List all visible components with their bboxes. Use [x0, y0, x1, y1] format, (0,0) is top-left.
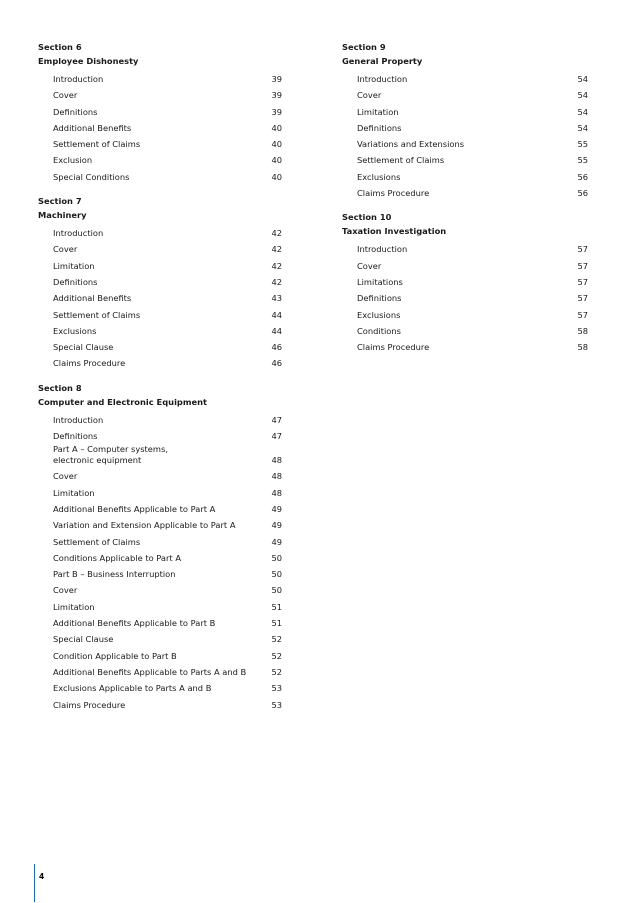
- toc-entry[interactable]: [38, 599, 282, 615]
- toc-entry-title: Settlement of Claims: [53, 309, 141, 320]
- toc-entry-title: Cover: [53, 585, 78, 596]
- toc-entry-page: 49: [271, 503, 282, 514]
- toc-entry-title: Cover: [53, 471, 78, 482]
- toc-entry-page: 52: [271, 666, 282, 677]
- toc-entry[interactable]: [38, 71, 282, 87]
- toc-entry[interactable]: [38, 258, 282, 274]
- toc-entry-page: 39: [271, 74, 282, 84]
- toc-entry-page: 40: [271, 139, 282, 150]
- toc-entry[interactable]: [38, 104, 282, 120]
- toc-entry-page: 47: [271, 414, 282, 425]
- toc-entry-page: 48: [271, 471, 282, 482]
- toc-section: [38, 194, 282, 372]
- toc-entry-page: 42: [271, 260, 282, 271]
- toc-entry-title: Cover: [53, 90, 78, 101]
- toc-entry-page: 56: [577, 171, 588, 182]
- section-title: Machinery: [38, 210, 87, 221]
- toc-entry-page: 47: [271, 431, 282, 442]
- toc-entry-title: Claims Procedure: [53, 358, 126, 369]
- toc-entry[interactable]: [38, 136, 282, 152]
- toc-entry-page: 57: [577, 276, 588, 287]
- toc-entry-title: Introduction: [357, 74, 408, 84]
- toc-entry-title: Definitions: [53, 106, 98, 117]
- toc-entry[interactable]: [38, 241, 282, 257]
- toc-entry[interactable]: [38, 355, 282, 371]
- toc-entry-page: 57: [577, 260, 588, 271]
- toc-entry[interactable]: [342, 120, 588, 136]
- toc-entry-title: Special Clause: [53, 634, 114, 645]
- toc-entry-title: Additional Benefits Applicable to Parts A and B: [53, 666, 247, 677]
- toc-entry[interactable]: [342, 274, 588, 290]
- toc-entry[interactable]: [38, 87, 282, 103]
- toc-entry[interactable]: [342, 241, 588, 257]
- toc-entry-page: 50: [271, 552, 282, 563]
- toc-entry-page: 54: [577, 106, 588, 117]
- toc-entry-title: Definitions: [357, 122, 402, 133]
- toc-entry-page: 40: [271, 171, 282, 182]
- toc-entry[interactable]: [38, 501, 282, 517]
- toc-entry-page: 55: [577, 155, 588, 166]
- toc-entry[interactable]: [38, 680, 282, 696]
- toc-entry-page: 58: [577, 342, 588, 353]
- toc-entry-page: 50: [271, 569, 282, 580]
- toc-entry-page: 52: [271, 634, 282, 645]
- toc-entry-title: Exclusions: [357, 171, 401, 182]
- toc-entry[interactable]: [38, 550, 282, 566]
- toc-entry-title: Definitions: [53, 431, 98, 442]
- section-label: Section 10: [342, 212, 392, 223]
- toc-entry-title: Part B – Business Interruption: [53, 569, 176, 580]
- toc-entry-title: Cover: [357, 260, 382, 271]
- toc-section: [38, 381, 282, 713]
- toc-entry[interactable]: [38, 468, 282, 484]
- toc-entry-page: 57: [577, 244, 588, 255]
- toc-entry-title: Conditions Applicable to Part A: [53, 552, 181, 563]
- toc-entry-title: Limitations: [357, 276, 403, 287]
- toc-entry-page: 46: [271, 358, 282, 369]
- toc-entry-page: 54: [577, 122, 588, 133]
- toc-entry-page: 57: [577, 293, 588, 304]
- toc-entry-page: 52: [271, 650, 282, 661]
- toc-entry-page: 43: [271, 293, 282, 304]
- toc-entry[interactable]: [38, 648, 282, 664]
- toc-entry-title: Settlement of Claims: [53, 139, 141, 150]
- toc-entry-title: Limitation: [357, 106, 399, 117]
- toc-entry-page: 42: [271, 228, 282, 239]
- toc-entry[interactable]: [38, 339, 282, 355]
- toc-entry-title: Introduction: [53, 414, 104, 425]
- toc-entry-page: 51: [271, 618, 282, 629]
- toc-entry-title: Additional Benefits: [53, 293, 132, 304]
- toc-entry-title: Settlement of Claims: [357, 155, 445, 166]
- toc-entry[interactable]: [38, 120, 282, 136]
- toc-entry[interactable]: [342, 185, 588, 201]
- toc-entry-page: 39: [271, 106, 282, 117]
- toc-entry-page: 40: [271, 122, 282, 133]
- section-title: General Property: [342, 56, 423, 66]
- toc-entry[interactable]: [342, 307, 588, 323]
- toc-entry[interactable]: [38, 444, 282, 468]
- toc-entry[interactable]: [342, 169, 588, 185]
- toc-entry-title: Limitation: [53, 601, 95, 612]
- toc-entry-title: Additional Benefits Applicable to Part B: [53, 618, 216, 629]
- toc-entry-title: Part A – Computer systems, electronic equipment: [53, 444, 168, 466]
- toc-entry-title: Claims Procedure: [357, 188, 430, 199]
- toc-entry-page: 40: [271, 155, 282, 166]
- toc-entry[interactable]: [38, 697, 282, 713]
- toc-entry-title: Cover: [357, 90, 382, 101]
- toc-entry[interactable]: [342, 290, 588, 306]
- toc-left-column: [38, 40, 282, 722]
- toc-entry-title: Exclusions: [53, 325, 97, 336]
- toc-entry-page: 44: [271, 309, 282, 320]
- toc-right-column: [342, 40, 588, 364]
- toc-entry-page: 44: [271, 325, 282, 336]
- toc-entry-page: 49: [271, 520, 282, 531]
- toc-entry-page: 42: [271, 244, 282, 255]
- toc-entry-page: 55: [577, 139, 588, 150]
- toc-entry-title: Introduction: [357, 244, 408, 255]
- toc-entry-page: 57: [577, 309, 588, 320]
- toc-entry-page: 48: [271, 487, 282, 498]
- toc-entry-page: 46: [271, 342, 282, 353]
- toc-section: [342, 40, 588, 201]
- toc-entry-title: Exclusion: [53, 155, 93, 166]
- toc-entry[interactable]: [38, 615, 282, 631]
- toc-entry-title: Special Conditions: [53, 171, 130, 182]
- toc-entry[interactable]: [38, 566, 282, 582]
- toc-entry[interactable]: [342, 323, 588, 339]
- toc-entry[interactable]: [38, 274, 282, 290]
- toc-entry-title: Condition Applicable to Part B: [53, 650, 177, 661]
- toc-entry-title: Limitation: [53, 260, 95, 271]
- toc-entry-title: Special Clause: [53, 342, 114, 353]
- toc-entry[interactable]: [38, 412, 282, 428]
- toc-entry-page: 53: [271, 699, 282, 710]
- toc-entry[interactable]: [342, 152, 588, 168]
- toc-entry[interactable]: [38, 485, 282, 501]
- toc-entry-title: Claims Procedure: [357, 342, 430, 353]
- toc-entry-title: Additional Benefits Applicable to Part A: [53, 503, 216, 514]
- page-number: 4: [39, 872, 45, 881]
- toc-entry-title: Introduction: [53, 228, 104, 239]
- toc-entry[interactable]: [38, 290, 282, 306]
- toc-entry-page: 48: [271, 455, 282, 466]
- toc-section: [342, 210, 588, 355]
- toc-entry-page: 54: [577, 90, 588, 101]
- toc-entry[interactable]: [38, 534, 282, 550]
- section-label: Section 8: [38, 382, 82, 393]
- toc-entry[interactable]: [38, 225, 282, 241]
- toc-entry-title: Exclusions: [357, 309, 401, 320]
- toc-entry[interactable]: [38, 152, 282, 168]
- toc-entry-title: Limitation: [53, 487, 95, 498]
- toc-entry[interactable]: [38, 664, 282, 680]
- toc-entry-page: 49: [271, 536, 282, 547]
- toc-entry-title: Additional Benefits: [53, 122, 132, 133]
- toc-entry[interactable]: [38, 517, 282, 533]
- footer-accent-line: [34, 864, 35, 902]
- toc-entry-page: 53: [271, 683, 282, 694]
- toc-entry-page: 54: [577, 74, 588, 84]
- toc-entry-title: Conditions: [357, 325, 401, 336]
- toc-entry[interactable]: [38, 323, 282, 339]
- section-label: Section 9: [342, 42, 386, 52]
- toc-entry[interactable]: [38, 169, 282, 185]
- toc-entry[interactable]: [342, 136, 588, 152]
- toc-entry[interactable]: [38, 307, 282, 323]
- toc-entry-title: Exclusions Applicable to Parts A and B: [53, 683, 212, 694]
- section-label: Section 7: [38, 196, 82, 207]
- toc-entry[interactable]: [38, 631, 282, 647]
- toc-section: [38, 40, 282, 185]
- toc-entry-title: Introduction: [53, 74, 104, 84]
- toc-entry[interactable]: [342, 87, 588, 103]
- toc-entry[interactable]: [342, 104, 588, 120]
- toc-entry-page: 51: [271, 601, 282, 612]
- toc-entry[interactable]: [342, 339, 588, 355]
- toc-entry[interactable]: [342, 258, 588, 274]
- toc-entry-title: Settlement of Claims: [53, 536, 141, 547]
- toc-entry-title: Claims Procedure: [53, 699, 126, 710]
- toc-entry-page: 58: [577, 325, 588, 336]
- section-title: Computer and Electronic Equipment: [38, 396, 208, 407]
- section-label: Section 6: [38, 42, 82, 52]
- toc-entry-page: 56: [577, 188, 588, 199]
- toc-entry-title: Variations and Extensions: [357, 139, 465, 150]
- toc-entry-title: Definitions: [357, 293, 402, 304]
- toc-entry-title: Variation and Extension Applicable to Part A: [53, 520, 236, 531]
- section-title: Employee Dishonesty: [38, 56, 139, 66]
- section-title: Taxation Investigation: [342, 226, 447, 237]
- toc-entry-title: Cover: [53, 244, 78, 255]
- toc-entry[interactable]: [342, 71, 588, 87]
- toc-entry-page: 39: [271, 90, 282, 101]
- toc-entry-page: 42: [271, 276, 282, 287]
- toc-entry[interactable]: [38, 582, 282, 598]
- toc-entry-page: 50: [271, 585, 282, 596]
- toc-entry-title: Definitions: [53, 276, 98, 287]
- toc-entry[interactable]: [38, 428, 282, 444]
